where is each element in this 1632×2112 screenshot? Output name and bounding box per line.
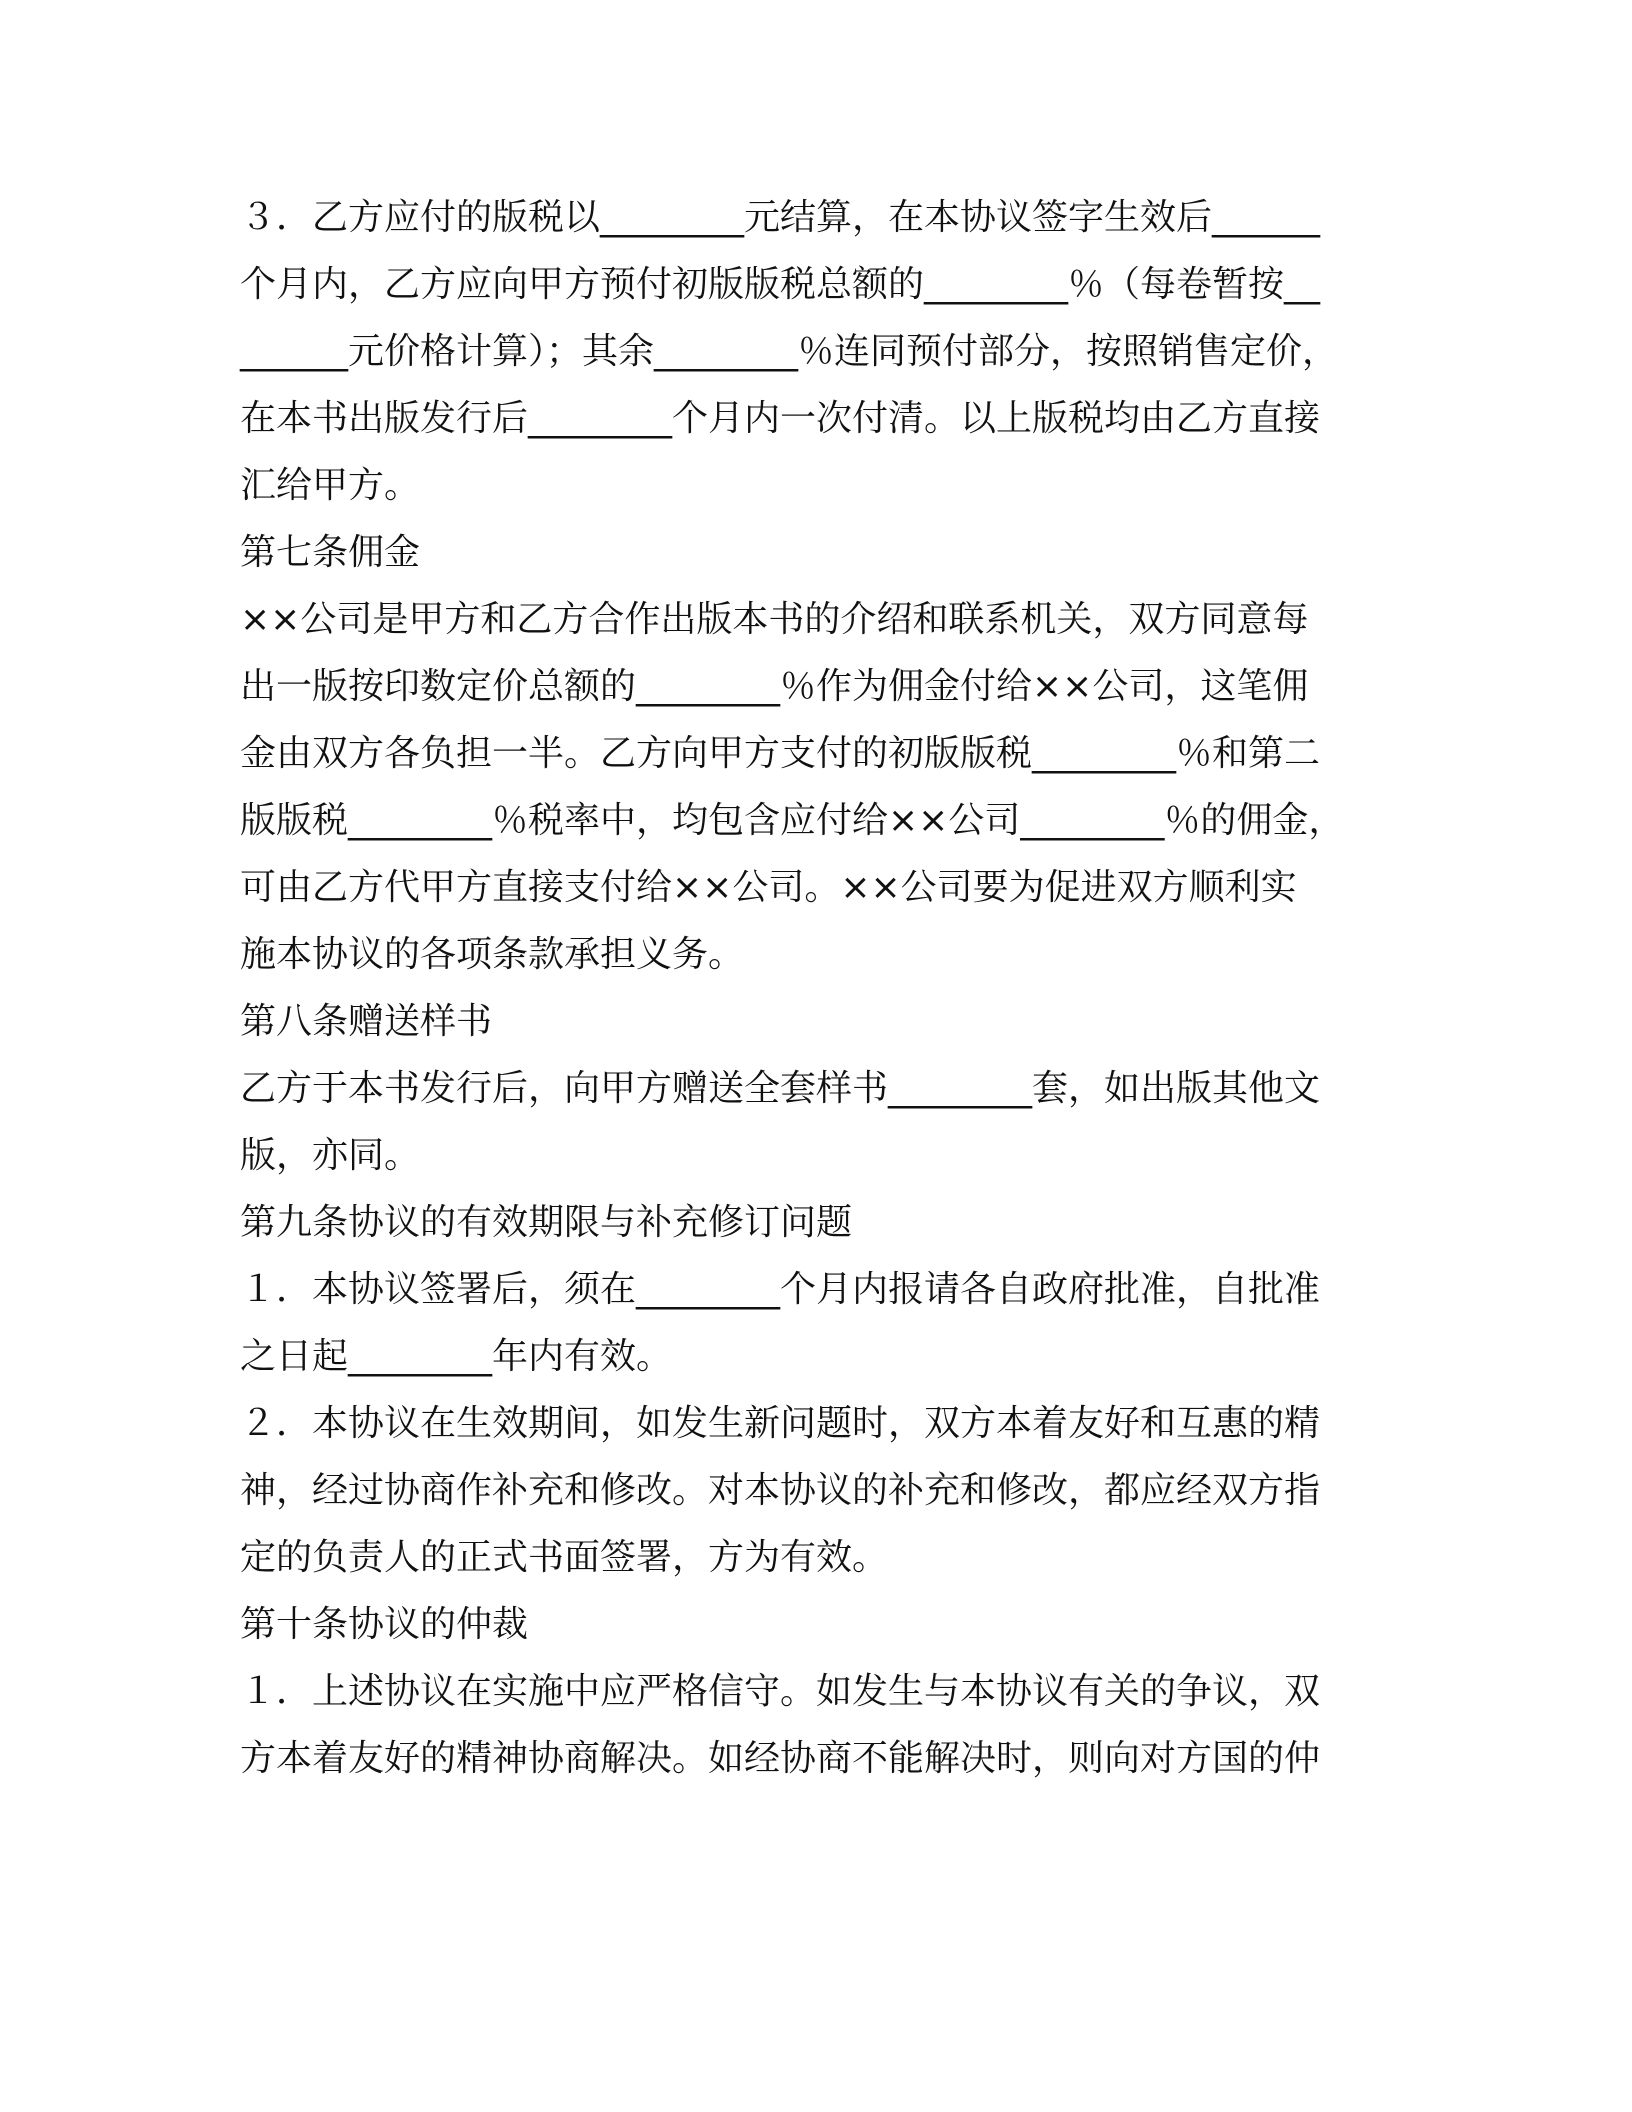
text-line: 出一版按印数定价总额的________％作为佣金付给××公司，这笔佣: [240, 666, 1309, 707]
section-heading: 第九条协议的有效期限与补充修订问题: [240, 1202, 853, 1243]
section-heading: 第八条赠送样书: [240, 1001, 493, 1042]
section-heading: 第七条佣金: [240, 532, 421, 573]
section-heading: 第十条协议的仲裁: [240, 1604, 529, 1645]
text-line: 施本协议的各项条款承担义务。: [240, 934, 745, 975]
contract-text: [240, 184, 1380, 1792]
text-line: 可由乙方代甲方直接支付给××公司。××公司要为促进双方顺利实: [240, 867, 1297, 908]
text-line: 乙方于本书发行后，向甲方赠送全套样书________套，如出版其他文: [240, 1068, 1321, 1109]
text-line: 之日起________年内有效。: [240, 1336, 673, 1377]
text-line: 金由双方各负担一半。乙方向甲方支付的初版版税________％和第二: [240, 733, 1321, 774]
text-line: １．本协议签署后，须在________个月内报请各自政府批准，自批准: [240, 1269, 1321, 1310]
text-line: 神，经过协商作补充和修改。对本协议的补充和修改，都应经双方指: [240, 1470, 1321, 1511]
text-line: １．上述协议在实施中应严格信守。如发生与本协议有关的争议，双: [240, 1671, 1321, 1712]
text-line: 个月内，乙方应向甲方预付初版版税总额的________％（每卷暂按__: [240, 264, 1321, 305]
text-line: ××公司是甲方和乙方合作出版本书的介绍和联系机关，双方同意每: [240, 599, 1309, 640]
text-line: 在本书出版发行后________个月内一次付清。以上版税均由乙方直接: [240, 398, 1321, 439]
text-line: 版，亦同。: [240, 1135, 421, 1176]
text-line: 定的负责人的正式书面签署，方为有效。: [240, 1537, 889, 1578]
text-line: ______元价格计算）；其余________％连同预付部分，按照销售定价，: [240, 331, 1339, 372]
text-line: ３．乙方应付的版税以________元结算，在本协议签字生效后______: [240, 197, 1321, 238]
text-line: 版版税________％税率中，均包含应付给××公司________％的佣金，: [240, 800, 1345, 841]
text-line: ２．本协议在生效期间，如发生新问题时，双方本着友好和互惠的精: [240, 1403, 1321, 1444]
text-line: 汇给甲方。: [240, 465, 421, 506]
text-line: 方本着友好的精神协商解决。如经协商不能解决时，则向对方国的仲: [240, 1738, 1321, 1779]
